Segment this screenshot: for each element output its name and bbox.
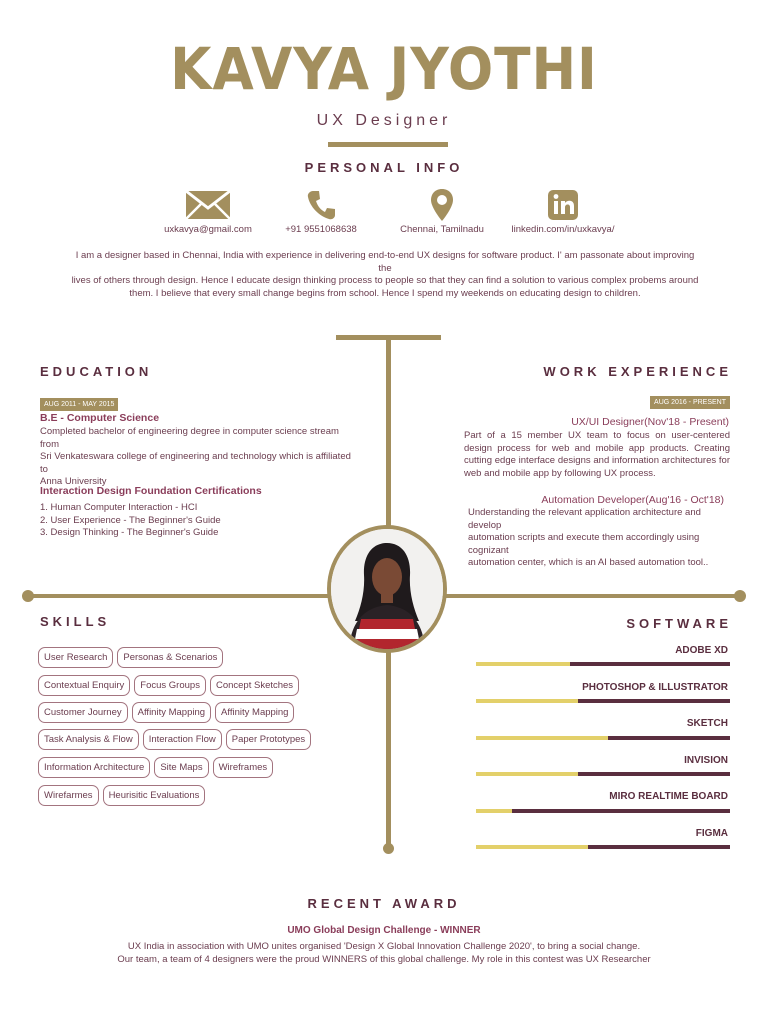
role-underline [328,142,448,147]
software-name: SKETCH [686,718,728,729]
job-description-automation-developer [468,507,730,570]
personal-info-title: PERSONAL INFO [304,160,464,175]
linkedin-text: linkedin.com/in/uxkavya/ [511,224,615,235]
software-level-bar [476,772,730,776]
skill-tag: Personas & Scenarios [117,647,223,668]
software-level-bar [476,736,730,740]
skill-tag: Paper Prototypes [226,729,311,750]
phone-icon [304,188,338,222]
software-name: MIRO REALTIME BOARD [609,791,728,802]
skills-row [38,757,273,778]
job-title-ux-designer: UX/UI Designer(Nov'18 - Present) [571,416,729,428]
software-level-rest [578,699,730,703]
software-level-fill [476,662,570,666]
skill-tag: Information Architecture [38,757,150,778]
job-title-automation-developer: Automation Developer(Aug'16 - Oct'18) [541,494,724,506]
work-date: AUG 2016 - PRESENT [650,396,730,409]
certification-item: 3. Design Thinking - The Beginner's Guide [40,527,219,538]
email-text: uxkavya@gmail.com [164,224,252,235]
location-pin-icon [429,188,455,222]
divider-vertical-bottom [386,650,391,848]
intro-line: lives of others through design. Hence I educate design thinking process to people so that they can find a solution to various complex probems around [71,275,699,286]
job-desc-line: Understanding the relevant application architecture and develop [468,507,701,531]
software-level-bar [476,699,730,703]
divider-dot-bottom [383,843,394,854]
skills-row [38,729,311,750]
location-text: Chennai, Tamilnadu [400,224,484,235]
software-level-fill [476,845,588,849]
skill-tag: Wirefarmes [38,785,99,806]
job-role: UX Designer [316,112,452,129]
mail-icon [185,188,231,222]
skill-tag: Task Analysis & Flow [38,729,139,750]
software-level-fill [476,736,608,740]
intro-paragraph [70,250,700,300]
skill-tag: Site Maps [154,757,208,778]
profile-photo [327,525,447,653]
skill-tag: Concept Sketches [210,675,299,696]
software-level-rest [608,736,730,740]
skill-tag: Focus Groups [134,675,206,696]
skills-row [38,647,223,668]
certification-item: 1. Human Computer Interaction - HCI [40,502,198,513]
software-level-bar [476,809,730,813]
intro-line: them. I believe that every small change begins from school. Hence I spend my weekends on educating design to children. [129,287,641,299]
software-level-fill [476,699,578,703]
work-date-badge [0,391,730,409]
software-level-rest [578,772,730,776]
education-desc-line: Anna University [40,476,107,487]
phone-text: +91 9551068638 [285,224,357,235]
certifications-list [40,502,221,540]
education-title: EDUCATION [40,364,153,379]
recent-award-title: RECENT AWARD [307,896,461,911]
software-name: ADOBE XD [675,645,728,656]
skill-tag: Affinity Mapping [215,702,294,723]
job-description-ux-designer: Part of a 15 member UX team to focus on user-centered design process for web and mobile app products. Creating cutting edge interface designs and information architectures for web and mobile app by following UX process. [464,430,730,479]
software-level-fill [476,809,512,813]
education-description [40,426,358,489]
software-level-rest [570,662,730,666]
education-date: AUG 2011 - MAY 2015 [40,398,118,411]
skill-tag: Heurisitic Evaluations [103,785,206,806]
skills-row [38,785,205,806]
award-desc-line: Our team, a team of 4 designers were the proud WINNERS of this global challenge. My role in this contest was UX Researcher [117,953,651,965]
skill-tag: Interaction Flow [143,729,222,750]
software-title: SOFTWARE [626,616,732,631]
education-desc-line: Completed bachelor of engineering degree in computer science stream from [40,426,339,450]
education-desc-line: Sri Venkateswara college of engineering and technology which is affiliated to [40,451,351,475]
profile-photo-illustration [331,529,443,649]
job-desc-line: automation scripts and execute them accordingly using cognizant [468,532,700,556]
contact-linkedin[interactable] [488,188,638,235]
software-level-rest [512,809,730,813]
skill-tag: Affinity Mapping [132,702,211,723]
job-desc-line: automation center, which is an AI based automation tool.. [468,557,709,568]
intro-line: I am a designer based in Chennai, India with experience in delivering end-to-end UX designs for software product. I' am passonate about improving the [75,250,695,274]
work-experience-title: WORK EXPERIENCE [543,364,732,379]
certifications-title: Interaction Design Foundation Certifications [40,485,262,497]
software-level-bar [476,662,730,666]
divider-dot-right [734,590,746,602]
award-name: UMO Global Design Challenge - WINNER [287,925,481,936]
software-name: PHOTOSHOP & ILLUSTRATOR [582,682,728,693]
linkedin-icon [547,188,579,222]
software-level-bar [476,845,730,849]
skills-row [38,675,299,696]
software-name: INVISION [684,755,728,766]
skills-row [38,702,294,723]
skill-tag: Contextual Enquiry [38,675,130,696]
award-description [0,941,768,966]
skill-tag: User Research [38,647,113,668]
award-desc-line: UX India in association with UMO unites organised 'Design X Global Innovation Challenge 2020', to bring a social change. [127,941,641,952]
certification-item: 2. User Experience - The Beginner's Guide [40,514,221,526]
software-level-fill [476,772,578,776]
software-name: FIGMA [695,828,728,839]
candidate-name: KAVYA JYOTHI [170,35,598,103]
skill-tag: Customer Journey [38,702,128,723]
divider-dot-left [22,590,34,602]
education-degree: B.E - Computer Science [40,412,160,424]
skills-title: SKILLS [40,614,111,629]
skill-tag: Wireframes [213,757,274,778]
software-level-rest [588,845,730,849]
